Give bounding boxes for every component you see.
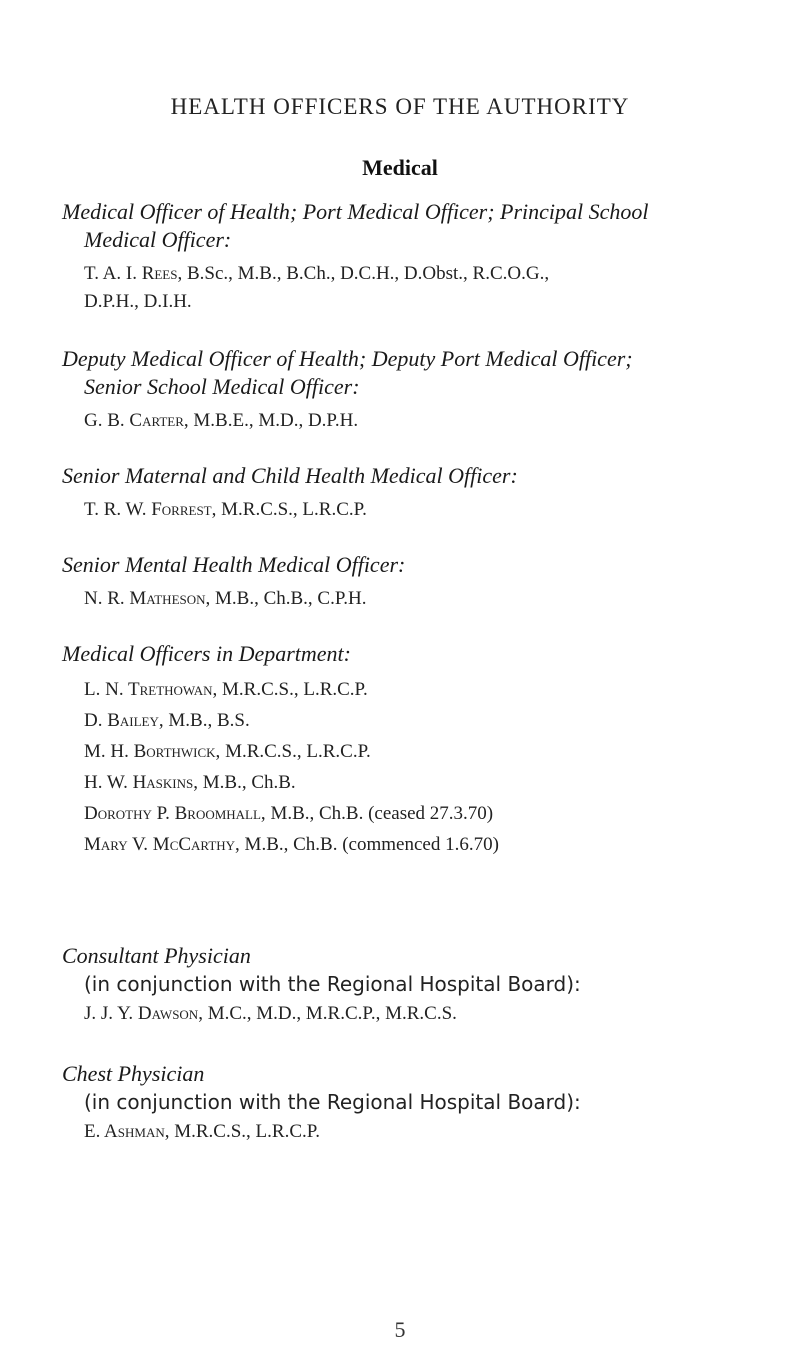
document-title: HEALTH OFFICERS OF THE AUTHORITY xyxy=(170,94,630,119)
officer-name: M. H. Borthwick, M.R.C.S., L.R.C.P. xyxy=(84,741,371,762)
role-title xyxy=(62,1060,782,1088)
role-note: (in conjunction with the Regional Hospital Board): xyxy=(84,1090,581,1114)
officer-name: T. R. W. Forrest, M.R.C.S., L.R.C.P. xyxy=(84,499,367,520)
officer-names xyxy=(62,260,782,316)
entry-mental-health xyxy=(62,551,782,613)
role-line: Medical Officer of Health; Port Medical Officer; Principal School xyxy=(62,199,649,224)
officer-names xyxy=(62,1118,782,1146)
entry-chest-physician xyxy=(62,1060,782,1146)
officer-names xyxy=(62,1000,782,1028)
officer-name: E. Ashman, M.R.C.S., L.R.C.P. xyxy=(84,1121,320,1142)
officer-names xyxy=(62,674,782,860)
role-line: Deputy Medical Officer of Health; Deputy Port Medical Officer; xyxy=(62,346,633,371)
role-title xyxy=(62,640,782,668)
entry-deputy-medical-officer xyxy=(62,345,782,435)
role-title xyxy=(62,551,782,579)
officer-names xyxy=(62,496,782,524)
role-title xyxy=(62,198,782,254)
role-line: Consultant Physician xyxy=(62,943,251,968)
officer-name: L. N. Trethowan, M.R.C.S., L.R.C.P. xyxy=(84,679,368,700)
entry-medical-officers-in-department xyxy=(62,640,782,860)
officer-name-continued: D.P.H., D.I.H. xyxy=(84,291,192,312)
officer-name: G. B. Carter, M.B.E., M.D., D.P.H. xyxy=(84,410,359,431)
officer-name: Mary V. McCarthy, M.B., Ch.B. (commenced 1.6.70) xyxy=(84,834,499,855)
section-heading: Medical xyxy=(362,155,438,180)
role-line: Medical Officer: xyxy=(84,227,232,252)
role-title xyxy=(62,942,782,970)
officer-name: N. R. Matheson, M.B., Ch.B., C.P.H. xyxy=(84,588,367,609)
role-title xyxy=(62,345,782,401)
role-note: (in conjunction with the Regional Hospital Board): xyxy=(84,972,581,996)
officer-name: H. W. Haskins, M.B., Ch.B. xyxy=(84,772,296,793)
officer-names xyxy=(62,407,782,435)
role-line: Senior Maternal and Child Health Medical Officer: xyxy=(62,463,518,488)
role-line: Senior School Medical Officer: xyxy=(84,374,360,399)
entry-consultant-physician xyxy=(62,942,782,1028)
officer-name: Dorothy P. Broomhall, M.B., Ch.B. (ceased 27.3.70) xyxy=(84,803,494,824)
role-line: Medical Officers in Department: xyxy=(62,641,351,666)
officer-name: T. A. I. Rees, B.Sc., M.B., B.Ch., D.C.H., D.Obst., R.C.O.G., xyxy=(84,263,550,284)
officer-names xyxy=(62,585,782,613)
entry-medical-officer-of-health xyxy=(62,198,782,316)
page-number: 5 xyxy=(394,1317,406,1342)
officer-name: J. J. Y. Dawson, M.C., M.D., M.R.C.P., M.R.C.S. xyxy=(84,1003,457,1024)
officer-name: D. Bailey, M.B., B.S. xyxy=(84,710,250,731)
role-line: Chest Physician xyxy=(62,1061,205,1086)
role-line: Senior Mental Health Medical Officer: xyxy=(62,552,406,577)
role-title xyxy=(62,462,782,490)
entry-maternal-child-health xyxy=(62,462,782,524)
